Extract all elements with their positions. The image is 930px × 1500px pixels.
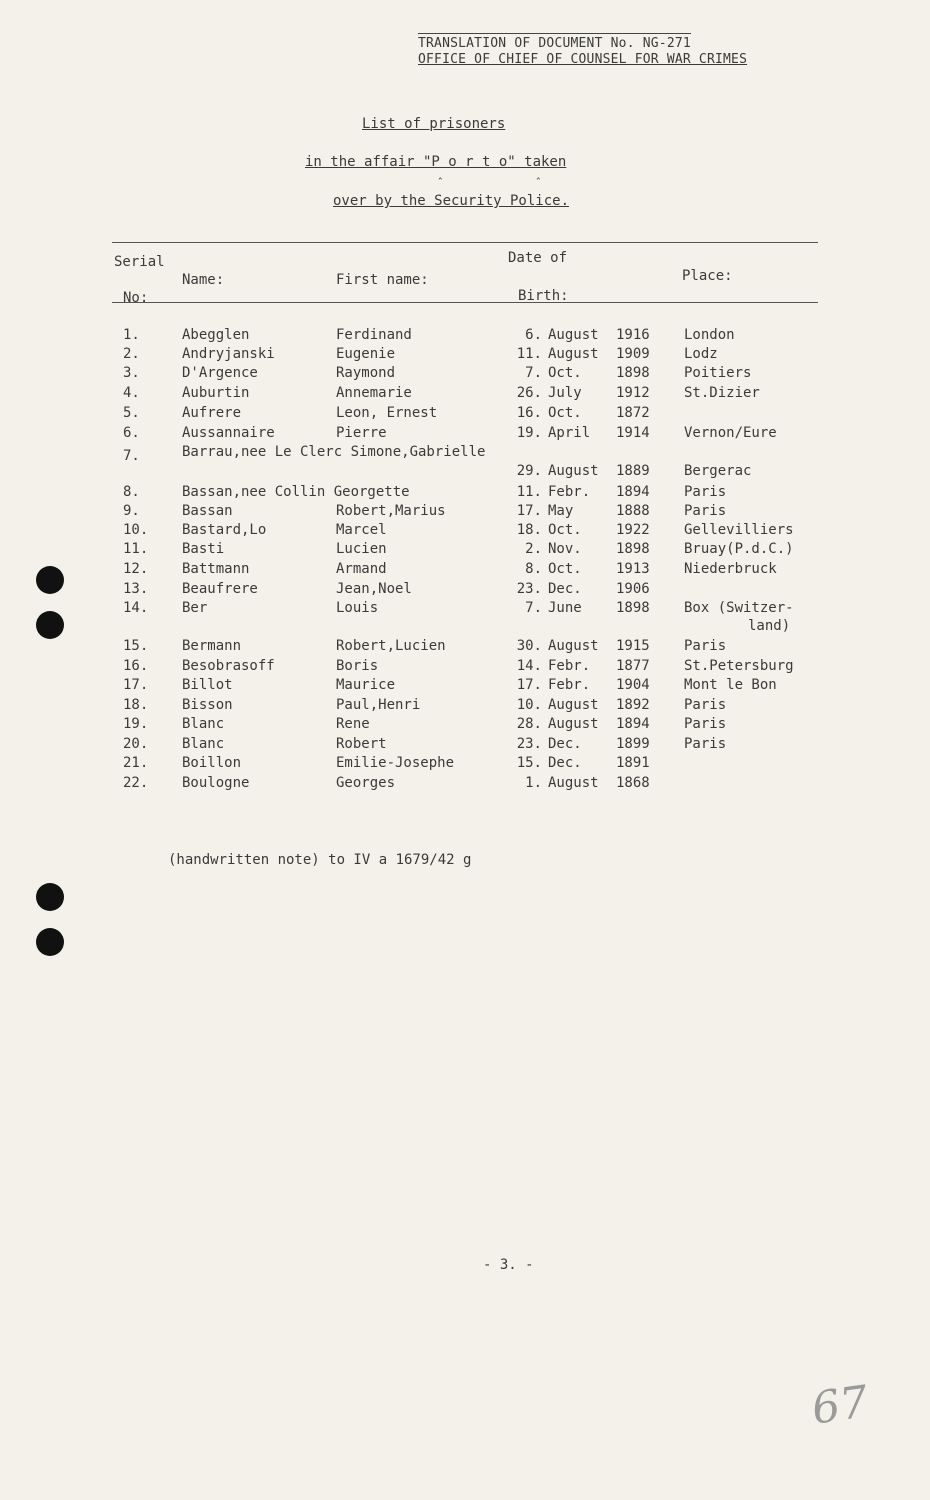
col-place: Place: [682, 268, 733, 284]
serial-number: 21. [123, 755, 149, 771]
birth-place: Bergerac [684, 463, 752, 479]
birth-day: 15. [516, 755, 542, 771]
first-name: Raymond [336, 365, 396, 381]
birth-year: 1909 [616, 346, 650, 362]
birth-day: 23. [516, 581, 542, 597]
birth-month: Nov. [548, 541, 582, 557]
surname: Besobrasoff [182, 658, 275, 674]
surname: Boillon [182, 755, 242, 771]
table-row [0, 327, 930, 346]
handwritten-folio-mark: 67 [808, 1376, 872, 1435]
birth-month: April [548, 425, 591, 441]
serial-number: 20. [123, 736, 149, 752]
document-page: TRANSLATION OF DOCUMENT No. NG-271 OFFICE OF CHIEF OF COUNSEL FOR WAR CRIMES List of prisoners in the affair "P o r t o" taken ˆ ˆ over by the Security Police. Serial No: Name: First name: Date of Birth: Place: 1. Abegglen Ferdinand 6. August 1916 London 2. Andryjanski Eugenie 11. August 1909 Lodz 3. D'Argence Raymond 7. Oct. 1898 Poitiers 4. Auburtin Annemarie 26. July 1912 St.Dizier 5. Aufrere Leon, Ernest 16. Oct. 1872 6. Aussannaire Pierre 19. April 1914 Vernon/Eure 7. Barrau,nee Le Clerc Simone,Gabrielle 29. August 1889 Bergerac 8. Bassan,nee Collin Georgette 11. Febr. 1894 Paris 9. Bassan Robert,Marius 17. May 1888 Paris 10. Bastard,Lo Marcel 18. Oct. 1922 Gellevilliers 11. Basti Lucien 2. Nov. 1898 Bruay(P.d.C.) 12. Battmann Armand 8. Oct. 1913 Niederbruck 13. Beaufrere Jean,Noel 23. Dec. 1906 14. Ber Louis 7. June 1898 Box (Switzer- land) 15. Bermann Robert,Lucien 30. August 1915 Paris 16. Besobrasoff Boris 14. Febr. 1877 St.Petersburg 17. Billot Maurice 17. Febr. 1904 Mont le Bon 18. Bisson Paul,Henri 10. August 1892 Paris 19. Blanc Rene 28. August 1894 Paris 20. Blanc Robert 23. Dec. 1899 Paris 21. Boillon Emilie-Josephe 15. Dec. 1891 22. Boulogne Georges 1. August 1868 (handwritten note) to IV a 1679/42 g - 3. - 67 [0, 0, 930, 1500]
surname: Blanc [182, 716, 225, 732]
table-row [0, 522, 930, 541]
first-name: Robert [336, 736, 387, 752]
first-name: Lucien [336, 541, 387, 557]
table-row [0, 561, 930, 580]
birth-year: 1906 [616, 581, 650, 597]
serial-number: 4. [123, 385, 140, 401]
birth-year: 1888 [616, 503, 650, 519]
birth-place-continued: land) [748, 618, 791, 634]
office-header: OFFICE OF CHIEF OF COUNSEL FOR WAR CRIMES [418, 52, 748, 67]
table-row [0, 658, 930, 677]
serial-number: 3. [123, 365, 140, 381]
birth-year: 1914 [616, 425, 650, 441]
table-row [0, 755, 930, 774]
birth-year: 1912 [616, 385, 650, 401]
table-row [0, 444, 930, 479]
surname: Auburtin [182, 385, 250, 401]
birth-day: 7. [525, 600, 542, 616]
birth-day: 29. [516, 463, 542, 479]
table-header-rule [112, 302, 818, 303]
serial-number: 5. [123, 405, 140, 421]
table-row [0, 503, 930, 522]
col-birth: Birth: [518, 288, 569, 304]
birth-year: 1889 [616, 463, 650, 479]
surname: Aussannaire [182, 425, 275, 441]
birth-place: Niederbruck [684, 561, 777, 577]
table-row [0, 385, 930, 404]
birth-day: 8. [525, 561, 542, 577]
surname: Ber [182, 600, 208, 616]
birth-month: August [548, 697, 599, 713]
first-name: Louis [336, 600, 379, 616]
birth-place: Paris [684, 716, 727, 732]
birth-day: 2. [525, 541, 542, 557]
birth-month: Dec. [548, 736, 582, 752]
birth-day: 11. [516, 484, 542, 500]
list-subtitle-2: over by the Security Police. [333, 193, 570, 209]
serial-number: 11. [123, 541, 149, 557]
first-name: Ferdinand [336, 327, 412, 343]
surname: Aufrere [182, 405, 242, 421]
birth-year: 1892 [616, 697, 650, 713]
list-subtitle: in the affair "P o r t o" taken [305, 154, 567, 170]
serial-number: 18. [123, 697, 149, 713]
birth-month: August [548, 327, 599, 343]
birth-month: Oct. [548, 365, 582, 381]
table-row [0, 677, 930, 696]
serial-number: 6. [123, 425, 140, 441]
birth-month: Dec. [548, 581, 582, 597]
birth-year: 1891 [616, 755, 650, 771]
first-name: Georges [336, 775, 396, 791]
serial-number: 12. [123, 561, 149, 577]
punch-hole-icon [36, 928, 64, 956]
birth-day: 17. [516, 503, 542, 519]
birth-year: 1899 [616, 736, 650, 752]
birth-year: 1877 [616, 658, 650, 674]
birth-year: 1872 [616, 405, 650, 421]
surname: Abegglen [182, 327, 250, 343]
birth-place: St.Dizier [684, 385, 760, 401]
birth-month: June [548, 600, 582, 616]
table-row [0, 638, 930, 657]
serial-number: 14. [123, 600, 149, 616]
serial-number: 8. [123, 484, 140, 500]
table-row [0, 405, 930, 424]
serial-number: 9. [123, 503, 140, 519]
birth-day: 16. [516, 405, 542, 421]
birth-year: 1915 [616, 638, 650, 654]
first-name: Boris [336, 658, 379, 674]
birth-month: Febr. [548, 658, 591, 674]
birth-day: 17. [516, 677, 542, 693]
punch-hole-icon [36, 611, 64, 639]
table-row [0, 484, 930, 503]
birth-month: Oct. [548, 405, 582, 421]
birth-place: Box (Switzer- [684, 600, 794, 616]
surname: Bastard,Lo [182, 522, 267, 538]
surname: Boulogne [182, 775, 250, 791]
birth-place: London [684, 327, 735, 343]
punch-hole-icon [36, 883, 64, 911]
first-name: Robert,Lucien [336, 638, 446, 654]
serial-number: 19. [123, 716, 149, 732]
first-name: Armand [336, 561, 387, 577]
first-name: Maurice [336, 677, 396, 693]
col-no: No: [123, 290, 149, 306]
table-row [0, 365, 930, 384]
birth-place: Gellevilliers [684, 522, 794, 538]
birth-day: 10. [516, 697, 542, 713]
birth-year: 1916 [616, 327, 650, 343]
birth-month: August [548, 638, 599, 654]
serial-number: 17. [123, 677, 149, 693]
birth-month: August [548, 463, 599, 479]
first-name: Annemarie [336, 385, 412, 401]
table-row [0, 697, 930, 716]
birth-month: May [548, 503, 574, 519]
birth-month: August [548, 716, 599, 732]
birth-month: July [548, 385, 582, 401]
serial-number: 13. [123, 581, 149, 597]
first-name: Rene [336, 716, 370, 732]
birth-place: Paris [684, 484, 727, 500]
birth-month: August [548, 346, 599, 362]
birth-month: Febr. [548, 677, 591, 693]
birth-year: 1898 [616, 541, 650, 557]
name-and-first-name: Bassan,nee Collin Georgette [182, 484, 410, 500]
birth-place: Paris [684, 503, 727, 519]
table-row [0, 600, 930, 634]
table-row [0, 346, 930, 365]
birth-place: Paris [684, 736, 727, 752]
birth-day: 30. [516, 638, 542, 654]
surname: Blanc [182, 736, 225, 752]
surname: Bassan [182, 503, 233, 519]
birth-place: Lodz [684, 346, 718, 362]
birth-month: Febr. [548, 484, 591, 500]
serial-number: 1. [123, 327, 140, 343]
birth-day: 28. [516, 716, 542, 732]
serial-number: 10. [123, 522, 149, 538]
first-name: Emilie-Josephe [336, 755, 455, 771]
serial-number: 15. [123, 638, 149, 654]
table-row [0, 775, 930, 794]
birth-month: August [548, 775, 599, 791]
serial-number: 7. [123, 448, 140, 464]
birth-day: 18. [516, 522, 542, 538]
serial-number: 16. [123, 658, 149, 674]
col-first-name: First name: [336, 272, 429, 288]
birth-month: Oct. [548, 561, 582, 577]
surname: Beaufrere [182, 581, 258, 597]
first-name: Jean,Noel [336, 581, 412, 597]
table-row [0, 716, 930, 735]
surname: Bermann [182, 638, 242, 654]
birth-day: 11. [516, 346, 542, 362]
birth-place: St.Petersburg [684, 658, 794, 674]
first-name: Eugenie [336, 346, 396, 362]
serial-number: 2. [123, 346, 140, 362]
surname: Battmann [182, 561, 250, 577]
birth-year: 1913 [616, 561, 650, 577]
birth-place: Paris [684, 638, 727, 654]
table-row [0, 736, 930, 755]
birth-place: Vernon/Eure [684, 425, 777, 441]
birth-day: 19. [516, 425, 542, 441]
first-name: Robert,Marius [336, 503, 446, 519]
first-name: Pierre [336, 425, 387, 441]
serial-number: 22. [123, 775, 149, 791]
col-name: Name: [182, 272, 225, 288]
col-date-of: Date of [508, 250, 568, 266]
birth-year: 1904 [616, 677, 650, 693]
table-top-rule [112, 242, 818, 243]
surname: Andryjanski [182, 346, 275, 362]
table-row [0, 425, 930, 444]
birth-place: Poitiers [684, 365, 752, 381]
birth-year: 1898 [616, 600, 650, 616]
surname: Bisson [182, 697, 233, 713]
birth-place: Mont le Bon [684, 677, 777, 693]
birth-day: 26. [516, 385, 542, 401]
birth-day: 6. [525, 327, 542, 343]
name-and-first-name: Barrau,nee Le Clerc Simone,Gabrielle [182, 444, 486, 460]
birth-month: Oct. [548, 522, 582, 538]
punch-hole-icon [36, 566, 64, 594]
birth-day: 1. [525, 775, 542, 791]
birth-place: Bruay(P.d.C.) [684, 541, 794, 557]
birth-month: Dec. [548, 755, 582, 771]
handwritten-note: (handwritten note) to IV a 1679/42 g [168, 852, 472, 868]
surname: Billot [182, 677, 233, 693]
birth-day: 14. [516, 658, 542, 674]
first-name: Marcel [336, 522, 387, 538]
birth-day: 23. [516, 736, 542, 752]
surname: D'Argence [182, 365, 258, 381]
page-number: - 3. - [483, 1257, 534, 1273]
surname: Basti [182, 541, 225, 557]
col-serial: Serial [114, 254, 165, 270]
birth-year: 1894 [616, 716, 650, 732]
list-title: List of prisoners [362, 116, 506, 132]
birth-day: 7. [525, 365, 542, 381]
birth-year: 1922 [616, 522, 650, 538]
birth-place: Paris [684, 697, 727, 713]
first-name: Leon, Ernest [336, 405, 438, 421]
birth-year: 1868 [616, 775, 650, 791]
first-name: Paul,Henri [336, 697, 421, 713]
birth-year: 1898 [616, 365, 650, 381]
translation-header: TRANSLATION OF DOCUMENT No. NG-271 [418, 33, 691, 51]
birth-year: 1894 [616, 484, 650, 500]
table-row [0, 581, 930, 600]
table-row [0, 541, 930, 560]
